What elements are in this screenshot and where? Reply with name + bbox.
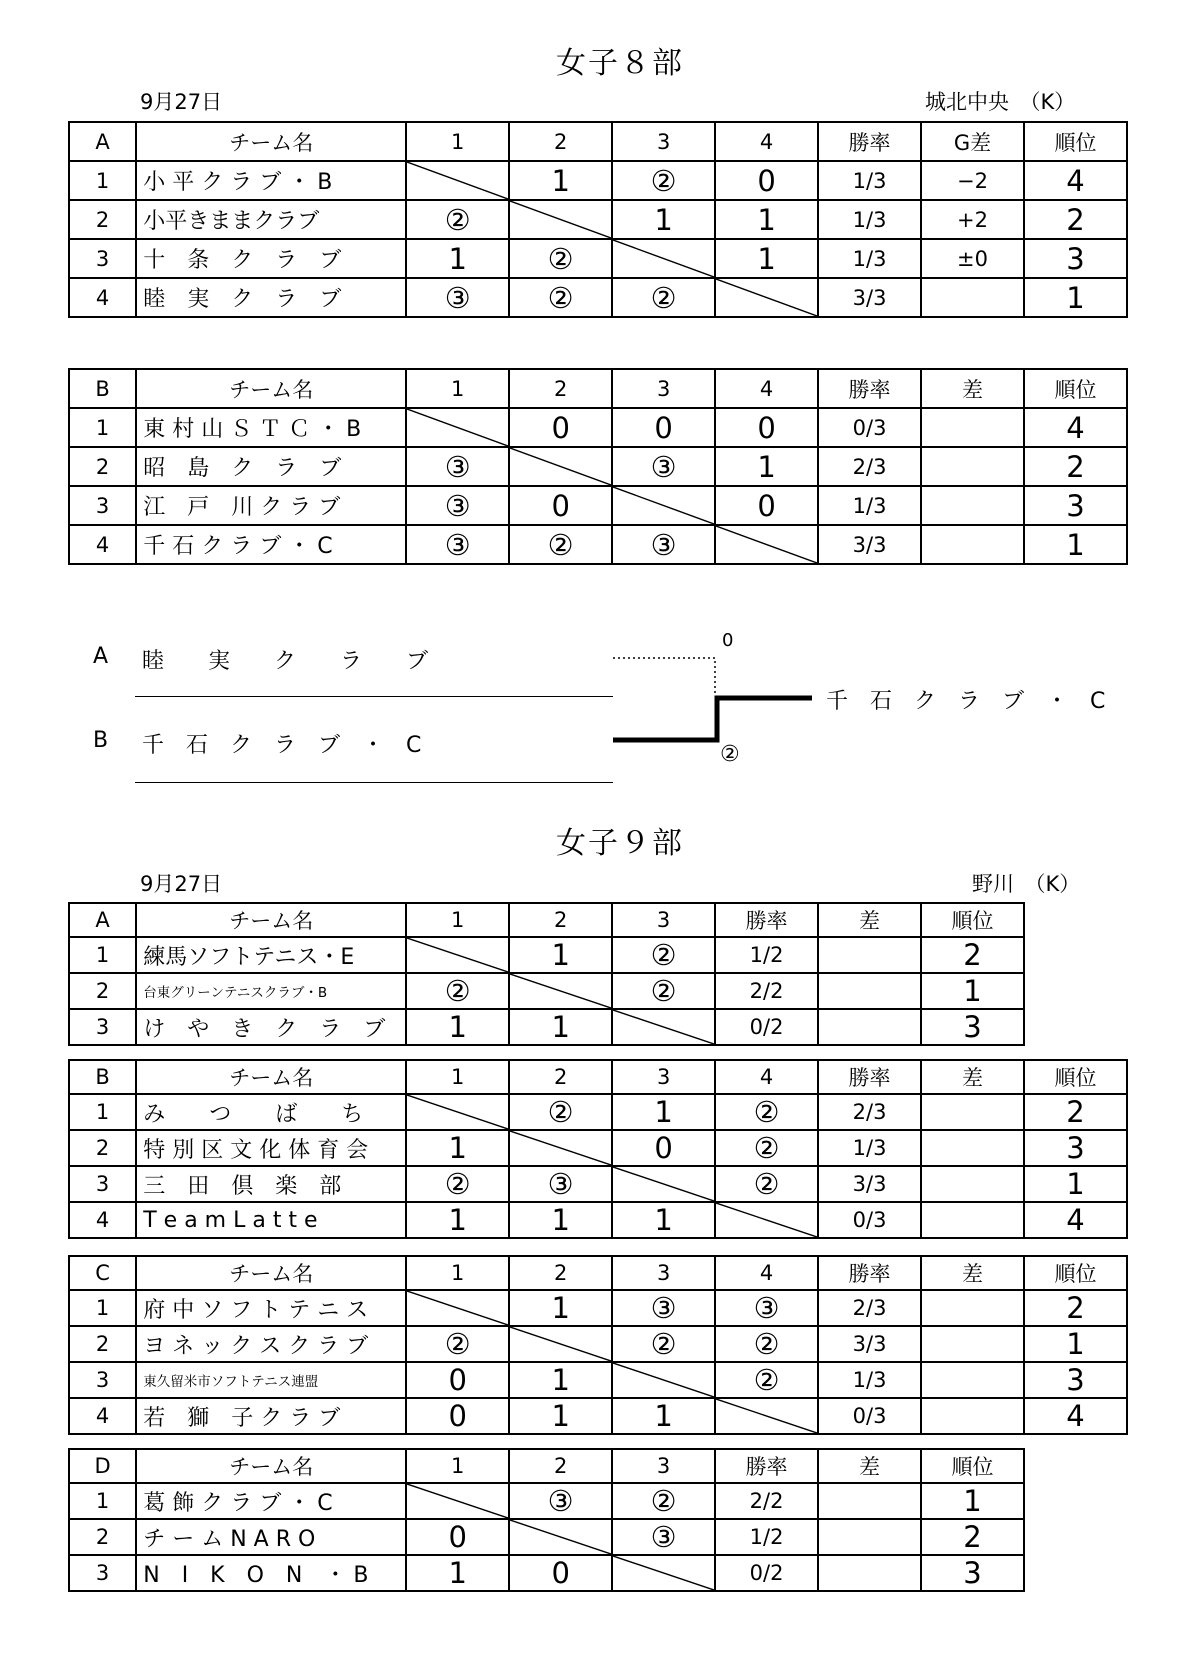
group-label: D xyxy=(69,1449,136,1483)
game-difference xyxy=(818,1009,921,1045)
self-match-cell xyxy=(406,1290,509,1326)
team-number: 2 xyxy=(69,973,136,1009)
table-row xyxy=(69,1362,1127,1398)
win-rate: 3/3 xyxy=(818,278,921,317)
column-header: 3 xyxy=(612,903,715,937)
table-row xyxy=(69,525,1127,564)
match-score: 1 xyxy=(612,1094,715,1130)
match-score: 1 xyxy=(406,1009,509,1045)
match-score: 0 xyxy=(715,408,818,447)
table-row xyxy=(69,1519,1024,1555)
self-match-cell xyxy=(612,486,715,525)
column-header: 3 xyxy=(612,122,715,161)
team-number: 3 xyxy=(69,239,136,278)
win-rate: 0/2 xyxy=(715,1555,818,1591)
team-name: 昭 島 ク ラ ブ xyxy=(136,447,406,486)
column-header: チーム名 xyxy=(136,1449,406,1483)
column-header: チーム名 xyxy=(136,1256,406,1290)
group-label: A xyxy=(69,122,136,161)
table-header-row xyxy=(69,1449,1024,1483)
ranking: 4 xyxy=(1024,161,1127,200)
win-rate: 3/3 xyxy=(818,1166,921,1202)
game-difference xyxy=(921,1202,1024,1238)
match-score: 1 xyxy=(715,239,818,278)
column-header: 3 xyxy=(612,369,715,408)
win-rate: 2/2 xyxy=(715,973,818,1009)
column-header: G差 xyxy=(921,122,1024,161)
column-header: 2 xyxy=(509,1060,612,1094)
game-difference: +2 xyxy=(921,200,1024,239)
column-header: 勝率 xyxy=(818,369,921,408)
game-difference xyxy=(818,1555,921,1591)
table-row xyxy=(69,447,1127,486)
match-score: 1 xyxy=(406,1202,509,1238)
win-rate: 1/3 xyxy=(818,161,921,200)
team-name: 睦 実 ク ラ ブ xyxy=(136,278,406,317)
column-header: 1 xyxy=(406,1256,509,1290)
match-score: 1 xyxy=(612,1398,715,1434)
team-name: 特 別 区 文 化 体 育 会 xyxy=(136,1130,406,1166)
table-header-row xyxy=(69,1256,1127,1290)
table-row xyxy=(69,161,1127,200)
group-label: B xyxy=(69,369,136,408)
column-header: 4 xyxy=(715,1256,818,1290)
team-name: 千 石 ク ラ ブ ・ C xyxy=(136,525,406,564)
table-row xyxy=(69,1166,1127,1202)
team-number: 2 xyxy=(69,447,136,486)
final-score-a: 0 xyxy=(722,630,734,651)
self-match-cell xyxy=(509,447,612,486)
column-header: 2 xyxy=(509,1449,612,1483)
game-difference xyxy=(921,1130,1024,1166)
table-row xyxy=(69,1398,1127,1434)
game-difference xyxy=(921,278,1024,317)
table-row xyxy=(69,1009,1024,1045)
win-rate: 1/3 xyxy=(818,239,921,278)
group-label: A xyxy=(69,903,136,937)
team-name: T e a m L a t t e xyxy=(136,1202,406,1238)
team-number: 1 xyxy=(69,1094,136,1130)
column-header: 勝率 xyxy=(818,1060,921,1094)
team-number: 3 xyxy=(69,486,136,525)
ranking: 2 xyxy=(921,937,1024,973)
ranking: 2 xyxy=(1024,1290,1127,1326)
win-rate: 0/2 xyxy=(715,1009,818,1045)
match-score: 0 xyxy=(509,1555,612,1591)
self-match-cell xyxy=(612,1166,715,1202)
match-score: ③ xyxy=(612,1519,715,1555)
column-header: チーム名 xyxy=(136,369,406,408)
column-header: 勝率 xyxy=(818,122,921,161)
division-8-group-b-table xyxy=(68,368,1128,565)
group-label: C xyxy=(69,1256,136,1290)
column-header: 順位 xyxy=(921,1449,1024,1483)
ranking: 3 xyxy=(921,1555,1024,1591)
match-score: 0 xyxy=(715,486,818,525)
team-name: 三 田 倶 楽 部 xyxy=(136,1166,406,1202)
column-header: 4 xyxy=(715,122,818,161)
match-score: 1 xyxy=(509,1009,612,1045)
division-9-group-b-table xyxy=(68,1059,1128,1239)
match-score: ② xyxy=(715,1326,818,1362)
match-score: 0 xyxy=(509,408,612,447)
match-score: ② xyxy=(612,1326,715,1362)
match-score: ② xyxy=(509,278,612,317)
column-header: 3 xyxy=(612,1060,715,1094)
team-name: 江 戸 川 ク ラ ブ xyxy=(136,486,406,525)
game-difference xyxy=(818,937,921,973)
self-match-cell xyxy=(612,1009,715,1045)
ranking: 2 xyxy=(1024,1094,1127,1130)
division-9-date: 9月27日 xyxy=(140,872,223,896)
team-number: 3 xyxy=(69,1009,136,1045)
team-number: 4 xyxy=(69,278,136,317)
match-score: ② xyxy=(715,1362,818,1398)
game-difference: −2 xyxy=(921,161,1024,200)
match-score: ③ xyxy=(715,1290,818,1326)
column-header: チーム名 xyxy=(136,903,406,937)
table-row xyxy=(69,1483,1024,1519)
win-rate: 1/3 xyxy=(818,486,921,525)
team-number: 4 xyxy=(69,1202,136,1238)
game-difference xyxy=(921,1290,1024,1326)
team-name: 十 条 ク ラ ブ xyxy=(136,239,406,278)
column-header: 1 xyxy=(406,1449,509,1483)
team-number: 3 xyxy=(69,1166,136,1202)
ranking: 3 xyxy=(1024,1362,1127,1398)
win-rate: 1/3 xyxy=(818,1130,921,1166)
team-number: 1 xyxy=(69,1290,136,1326)
match-score: ② xyxy=(509,239,612,278)
division-9-title: 女子９部 xyxy=(556,826,684,861)
game-difference xyxy=(921,1398,1024,1434)
ranking: 3 xyxy=(1024,239,1127,278)
column-header: 勝率 xyxy=(818,1256,921,1290)
table-row xyxy=(69,278,1127,317)
match-score: ② xyxy=(612,1483,715,1519)
column-header: 4 xyxy=(715,369,818,408)
final-team-b-name: 千 石 ク ラ ブ ・ C xyxy=(142,733,422,758)
win-rate: 0/3 xyxy=(818,1398,921,1434)
match-score: 1 xyxy=(406,1130,509,1166)
column-header: 順位 xyxy=(1024,1256,1127,1290)
self-match-cell xyxy=(715,1398,818,1434)
column-header: 4 xyxy=(715,1060,818,1094)
match-score: ② xyxy=(509,525,612,564)
match-score: ③ xyxy=(406,486,509,525)
match-score: 1 xyxy=(406,239,509,278)
team-name: 台東グリーンテニスクラブ・B xyxy=(136,973,406,1009)
final-team-a-name: 睦 実 ク ラ ブ xyxy=(142,649,429,674)
table-row xyxy=(69,937,1024,973)
match-score: 1 xyxy=(509,1398,612,1434)
table-row xyxy=(69,1094,1127,1130)
self-match-cell xyxy=(715,1202,818,1238)
match-score: ② xyxy=(612,161,715,200)
final-winner-name: 千 石 ク ラ ブ ・ C xyxy=(826,689,1106,714)
ranking: 2 xyxy=(1024,447,1127,486)
match-score: ③ xyxy=(612,525,715,564)
game-difference xyxy=(921,1166,1024,1202)
match-score: 1 xyxy=(509,1290,612,1326)
self-match-cell xyxy=(612,239,715,278)
column-header: チーム名 xyxy=(136,122,406,161)
team-name: 葛 飾 ク ラ ブ ・ C xyxy=(136,1483,406,1519)
win-rate: 0/3 xyxy=(818,408,921,447)
team-name: 若 獅 子 ク ラ ブ xyxy=(136,1398,406,1434)
match-score: ③ xyxy=(406,278,509,317)
table-row xyxy=(69,1290,1127,1326)
column-header: 1 xyxy=(406,1060,509,1094)
column-header: 差 xyxy=(921,1060,1024,1094)
match-score: 0 xyxy=(612,1130,715,1166)
division-9-group-d-table xyxy=(68,1448,1025,1592)
match-score: ② xyxy=(509,1094,612,1130)
division-9-venue: 野川 （K） xyxy=(972,872,1081,896)
match-score: ② xyxy=(715,1094,818,1130)
match-score: ③ xyxy=(406,447,509,486)
column-header: 差 xyxy=(921,1256,1024,1290)
division-8-group-a-table xyxy=(68,121,1128,318)
column-header: 3 xyxy=(612,1449,715,1483)
self-match-cell xyxy=(715,525,818,564)
team-name: け や き ク ラ ブ xyxy=(136,1009,406,1045)
division-8-venue: 城北中央 （K） xyxy=(925,90,1076,114)
team-name: 練馬ソフトテニス・E xyxy=(136,937,406,973)
game-difference xyxy=(818,1519,921,1555)
team-name: 小平きままクラブ xyxy=(136,200,406,239)
game-difference xyxy=(921,1326,1024,1362)
team-number: 2 xyxy=(69,1519,136,1555)
win-rate: 3/3 xyxy=(818,525,921,564)
team-number: 3 xyxy=(69,1555,136,1591)
column-header: 差 xyxy=(818,1449,921,1483)
match-score: ② xyxy=(406,1326,509,1362)
self-match-cell xyxy=(509,200,612,239)
match-score: 1 xyxy=(612,200,715,239)
win-rate: 0/3 xyxy=(818,1202,921,1238)
column-header: チーム名 xyxy=(136,1060,406,1094)
game-difference: ±0 xyxy=(921,239,1024,278)
match-score: 0 xyxy=(612,408,715,447)
ranking: 3 xyxy=(1024,1130,1127,1166)
win-rate: 2/3 xyxy=(818,1290,921,1326)
column-header: 差 xyxy=(818,903,921,937)
match-score: 1 xyxy=(509,161,612,200)
match-score: ② xyxy=(406,973,509,1009)
self-match-cell xyxy=(509,1326,612,1362)
table-row xyxy=(69,408,1127,447)
match-score: 1 xyxy=(715,200,818,239)
team-number: 2 xyxy=(69,1326,136,1362)
game-difference xyxy=(818,1483,921,1519)
match-score: ③ xyxy=(509,1166,612,1202)
column-header: 2 xyxy=(509,1256,612,1290)
table-row xyxy=(69,200,1127,239)
team-number: 3 xyxy=(69,1362,136,1398)
column-header: 順位 xyxy=(1024,369,1127,408)
final-team-a-group-label: A xyxy=(93,644,109,669)
team-number: 4 xyxy=(69,525,136,564)
match-score: ② xyxy=(406,1166,509,1202)
game-difference xyxy=(921,1362,1024,1398)
match-score: ② xyxy=(612,937,715,973)
match-score: 0 xyxy=(406,1362,509,1398)
match-score: 1 xyxy=(612,1202,715,1238)
column-header: 勝率 xyxy=(715,903,818,937)
team-name: 府 中 ソ フ ト テ ニ ス xyxy=(136,1290,406,1326)
team-name: N I K O N ・ B xyxy=(136,1555,406,1591)
match-score: 0 xyxy=(715,161,818,200)
match-score: 1 xyxy=(509,1362,612,1398)
match-score: 1 xyxy=(509,1202,612,1238)
self-match-cell xyxy=(509,1519,612,1555)
game-difference xyxy=(921,447,1024,486)
division-8-final-bracket xyxy=(0,600,1200,800)
final-score-b: ② xyxy=(720,742,740,767)
column-header: 勝率 xyxy=(715,1449,818,1483)
team-name: ヨ ネ ッ ク ス ク ラ ブ xyxy=(136,1326,406,1362)
self-match-cell xyxy=(509,973,612,1009)
ranking: 3 xyxy=(1024,486,1127,525)
win-rate: 2/3 xyxy=(818,1094,921,1130)
ranking: 2 xyxy=(1024,200,1127,239)
final-team-b-group-label: B xyxy=(93,728,109,753)
self-match-cell xyxy=(406,1094,509,1130)
division-8-title: 女子８部 xyxy=(556,46,684,81)
ranking: 1 xyxy=(1024,278,1127,317)
ranking: 4 xyxy=(1024,1202,1127,1238)
win-rate: 2/2 xyxy=(715,1483,818,1519)
ranking: 3 xyxy=(921,1009,1024,1045)
table-row xyxy=(69,1326,1127,1362)
self-match-cell xyxy=(715,278,818,317)
game-difference xyxy=(921,486,1024,525)
column-header: 1 xyxy=(406,122,509,161)
ranking: 1 xyxy=(1024,1326,1127,1362)
win-rate: 1/2 xyxy=(715,1519,818,1555)
column-header: 2 xyxy=(509,122,612,161)
win-rate: 1/2 xyxy=(715,937,818,973)
table-header-row xyxy=(69,1060,1127,1094)
match-score: ② xyxy=(406,200,509,239)
match-score: 0 xyxy=(406,1519,509,1555)
win-rate: 1/3 xyxy=(818,1362,921,1398)
table-row xyxy=(69,1130,1127,1166)
column-header: 順位 xyxy=(921,903,1024,937)
self-match-cell xyxy=(612,1362,715,1398)
match-score: ② xyxy=(715,1166,818,1202)
table-row xyxy=(69,1555,1024,1591)
self-match-cell xyxy=(406,408,509,447)
team-number: 4 xyxy=(69,1398,136,1434)
table-header-row xyxy=(69,369,1127,408)
team-name: 東 村 山 Ｓ Ｔ Ｃ ・ B xyxy=(136,408,406,447)
division-9-group-c-table xyxy=(68,1255,1128,1435)
ranking: 2 xyxy=(921,1519,1024,1555)
self-match-cell xyxy=(406,161,509,200)
column-header: 順位 xyxy=(1024,122,1127,161)
match-score: ③ xyxy=(612,1290,715,1326)
table-row xyxy=(69,973,1024,1009)
ranking: 4 xyxy=(1024,408,1127,447)
ranking: 1 xyxy=(1024,525,1127,564)
team-name: み つ ば ち xyxy=(136,1094,406,1130)
table-row xyxy=(69,239,1127,278)
self-match-cell xyxy=(612,1555,715,1591)
division-9-group-a-table xyxy=(68,902,1025,1046)
team-number: 2 xyxy=(69,1130,136,1166)
match-score: ② xyxy=(715,1130,818,1166)
match-score: 1 xyxy=(715,447,818,486)
team-number: 1 xyxy=(69,1483,136,1519)
team-number: 1 xyxy=(69,937,136,973)
match-score: 0 xyxy=(509,486,612,525)
game-difference xyxy=(921,408,1024,447)
column-header: 3 xyxy=(612,1256,715,1290)
column-header: 2 xyxy=(509,903,612,937)
group-label: B xyxy=(69,1060,136,1094)
column-header: 2 xyxy=(509,369,612,408)
match-score: ③ xyxy=(509,1483,612,1519)
division-8-date: 9月27日 xyxy=(140,90,223,114)
match-score: 1 xyxy=(509,937,612,973)
column-header: 1 xyxy=(406,903,509,937)
win-rate: 2/3 xyxy=(818,447,921,486)
match-score: ③ xyxy=(406,525,509,564)
ranking: 1 xyxy=(921,1483,1024,1519)
win-rate: 1/3 xyxy=(818,200,921,239)
self-match-cell xyxy=(509,1130,612,1166)
team-name: チ ー ム N A R O xyxy=(136,1519,406,1555)
column-header: 1 xyxy=(406,369,509,408)
game-difference xyxy=(818,973,921,1009)
self-match-cell xyxy=(406,1483,509,1519)
ranking: 1 xyxy=(1024,1166,1127,1202)
column-header: 差 xyxy=(921,369,1024,408)
game-difference xyxy=(921,525,1024,564)
team-number: 1 xyxy=(69,161,136,200)
table-header-row xyxy=(69,122,1127,161)
team-name: 小 平 ク ラ ブ ・ B xyxy=(136,161,406,200)
win-rate: 3/3 xyxy=(818,1326,921,1362)
self-match-cell xyxy=(406,937,509,973)
ranking: 4 xyxy=(1024,1398,1127,1434)
match-score: ③ xyxy=(612,447,715,486)
team-number: 1 xyxy=(69,408,136,447)
team-name: 東久留米市ソフトテニス連盟 xyxy=(136,1362,406,1398)
game-difference xyxy=(921,1094,1024,1130)
column-header: 順位 xyxy=(1024,1060,1127,1094)
match-score: 0 xyxy=(406,1398,509,1434)
match-score: ② xyxy=(612,973,715,1009)
team-number: 2 xyxy=(69,200,136,239)
table-header-row xyxy=(69,903,1024,937)
table-row xyxy=(69,486,1127,525)
ranking: 1 xyxy=(921,973,1024,1009)
match-score: 1 xyxy=(406,1555,509,1591)
table-row xyxy=(69,1202,1127,1238)
match-score: ② xyxy=(612,278,715,317)
